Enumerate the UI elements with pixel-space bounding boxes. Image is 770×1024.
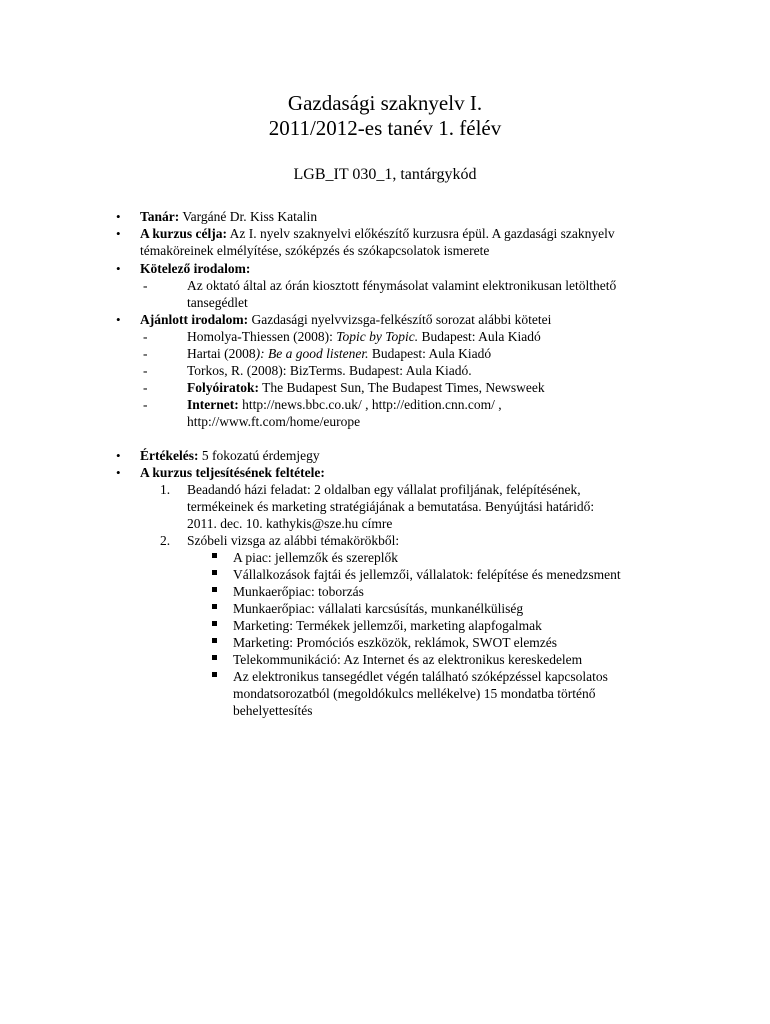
item-author: Homolya-Thiessen (2008): bbox=[187, 329, 337, 344]
recommended-item-3: Torkos, R. (2008): BizTerms. Budapest: Aula Kiadó. bbox=[187, 363, 472, 378]
topic-item: Marketing: Termékek jellemzői, marketing alapfogalmak bbox=[233, 618, 542, 633]
dash: - bbox=[143, 380, 148, 395]
square-bullet-icon bbox=[212, 621, 217, 626]
course-code: LGB_IT 030_1, tantárgykód bbox=[293, 166, 477, 183]
topic-item: Munkaerőpiac: vállalati karcsúsítás, munkanélküliség bbox=[233, 601, 524, 616]
completion-label: A kurzus teljesítésének feltétele: bbox=[140, 465, 325, 480]
topic-item: Vállalkozások fajtái és jellemzői, vállalatok: felépítése és menedzsment bbox=[233, 567, 621, 582]
document-title: Gazdasági szaknyelv I. bbox=[287, 91, 483, 115]
topic-item-continued: behelyettesítés bbox=[233, 703, 313, 718]
list-number: 2. bbox=[160, 533, 171, 548]
recommended-item-2 bbox=[187, 345, 491, 362]
bullet: • bbox=[116, 261, 121, 276]
bullet: • bbox=[116, 448, 121, 463]
item-book-title: ): Be a good listener. bbox=[255, 346, 369, 361]
topic-item: Telekommunikáció: Az Internet és az elektronikus kereskedelem bbox=[233, 652, 583, 667]
internet-label: Internet: bbox=[187, 397, 239, 412]
recommended-item-internet bbox=[187, 396, 502, 413]
bullet: • bbox=[116, 226, 121, 241]
teacher-label: Tanár: bbox=[140, 209, 180, 224]
recommended-item-journals bbox=[187, 379, 545, 396]
square-bullet-icon bbox=[212, 672, 217, 677]
item-publisher: Budapest: Aula Kiadó bbox=[418, 329, 541, 344]
dash: - bbox=[143, 397, 148, 412]
requirement-2: Szóbeli vizsga az alábbi témakörökből: bbox=[187, 533, 400, 548]
goal-line bbox=[140, 225, 615, 242]
requirement-1: Beadandó házi feladat: 2 oldalban egy vállalat profiljának, felépítésének, bbox=[187, 482, 581, 497]
square-bullet-icon bbox=[212, 553, 217, 558]
topic-item: Marketing: Promóciós eszközök, reklámok, SWOT elemzés bbox=[233, 635, 558, 650]
recommended-item-1 bbox=[187, 328, 541, 345]
teacher-value: Vargáné Dr. Kiss Katalin bbox=[179, 209, 318, 224]
recommended-label: Ajánlott irodalom: bbox=[140, 312, 249, 327]
grading-line bbox=[140, 447, 320, 464]
dash: - bbox=[143, 329, 148, 344]
dash: - bbox=[143, 363, 148, 378]
recommended-literature-line bbox=[140, 311, 551, 328]
square-bullet-icon bbox=[212, 638, 217, 643]
square-bullet-icon bbox=[212, 604, 217, 609]
topic-item: Az elektronikus tansegédlet végén található szóképzéssel kapcsolatos bbox=[233, 669, 608, 684]
topic-item: Munkaerőpiac: toborzás bbox=[233, 584, 364, 599]
dash: - bbox=[143, 346, 148, 361]
bullet: • bbox=[116, 312, 121, 327]
teacher-line bbox=[140, 208, 317, 225]
requirement-1-continued: termékeinek és marketing stratégiájának a bemutatása. Benyújtási határidő: bbox=[187, 499, 595, 514]
goal-text: Az I. nyelv szaknyelvi előkészítő kurzusra épül. A gazdasági szaknyelv bbox=[227, 226, 615, 241]
square-bullet-icon bbox=[212, 570, 217, 575]
required-literature-label: Kötelező irodalom: bbox=[140, 261, 251, 276]
internet-links: http://news.bbc.co.uk/ , http://edition.cnn.com/ , bbox=[238, 397, 502, 412]
square-bullet-icon bbox=[212, 587, 217, 592]
bullet: • bbox=[116, 209, 121, 224]
required-item: Az oktató által az órán kiosztott fénymásolat valamint elektronikusan letölthető bbox=[187, 278, 617, 293]
item-author: Hartai (2008 bbox=[187, 346, 256, 361]
document-subtitle: 2011/2012-es tanév 1. félév bbox=[268, 116, 502, 140]
journals-label: Folyóiratok: bbox=[187, 380, 259, 395]
bullet: • bbox=[116, 465, 121, 480]
list-number: 1. bbox=[160, 482, 171, 497]
required-item-continued: tansegédlet bbox=[187, 295, 248, 310]
square-bullet-icon bbox=[212, 655, 217, 660]
goal-text-continued: témaköreinek elmélyítése, szóképzés és szókapcsolatok ismerete bbox=[140, 243, 490, 258]
recommended-intro: Gazdasági nyelvvizsga-felkészítő sorozat alábbi kötetei bbox=[248, 312, 552, 327]
item-book-title: Topic by Topic. bbox=[336, 329, 419, 344]
grading-value: 5 fokozatú érdemjegy bbox=[198, 448, 320, 463]
requirement-1-deadline: 2011. dec. 10. kathykis@sze.hu címre bbox=[187, 516, 393, 531]
topic-item: A piac: jellemzők és szereplők bbox=[233, 550, 398, 565]
item-publisher: Budapest: Aula Kiadó bbox=[368, 346, 492, 361]
topic-item-continued: mondatsorozatból (megoldókulcs mellékelve) 15 mondatba történő bbox=[233, 686, 596, 701]
internet-links-continued: http://www.ft.com/home/europe bbox=[187, 414, 361, 429]
journals-value: The Budapest Sun, The Budapest Times, Newsweek bbox=[259, 380, 545, 395]
goal-label: A kurzus célja: bbox=[140, 226, 227, 241]
grading-label: Értékelés: bbox=[140, 448, 199, 463]
dash: - bbox=[143, 278, 148, 293]
